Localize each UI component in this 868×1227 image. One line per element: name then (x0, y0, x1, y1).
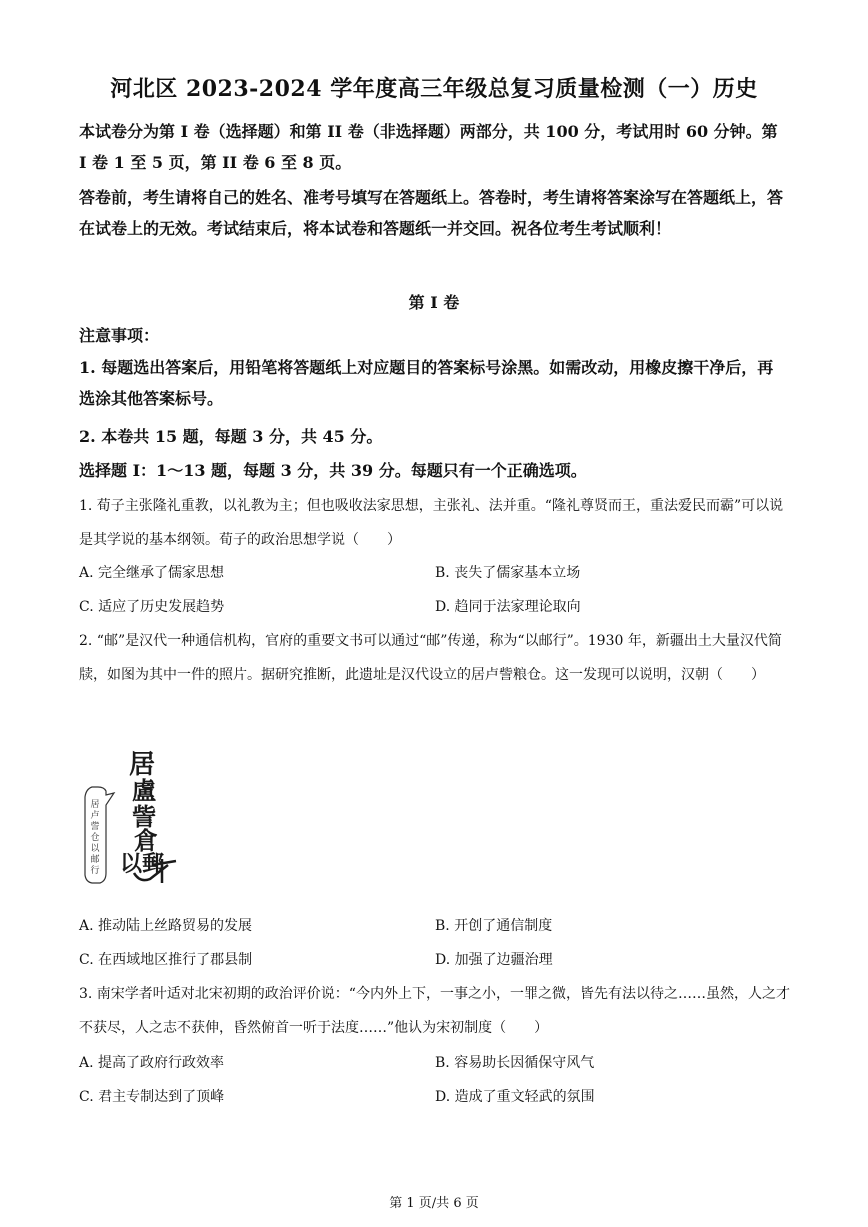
section-heading: 第 I 卷 (408, 293, 460, 312)
question-1-option-c: C. 适应了历史发展趋势 (79, 599, 225, 615)
question-2-option-a: A. 推动陆上丝路贸易的发展 (79, 918, 253, 934)
exam-title: 河北区 2023-2024 学年度高三年级总复习质量检测（一）历史 (110, 76, 758, 102)
svg-text:卢: 卢 (90, 811, 100, 821)
question-2-option-d: D. 加强了边疆治理 (435, 952, 553, 968)
svg-text:訾: 訾 (132, 802, 156, 831)
question-3-option-d: D. 造成了重文轻武的氛围 (435, 1089, 595, 1105)
svg-text:居: 居 (90, 800, 100, 810)
svg-text:行: 行 (90, 866, 100, 876)
choice-section-title: 选择题 I：1～13 题，每题 3 分，共 39 分。每题只有一个正确选项。 (79, 461, 587, 480)
svg-text:訾: 訾 (90, 822, 100, 832)
question-3-option-b: B. 容易助长因循保守风气 (435, 1055, 595, 1071)
question-2-option-c: C. 在西域地区推行了郡县制 (79, 952, 253, 968)
question-3-option-c: C. 君主专制达到了顶峰 (79, 1089, 225, 1105)
notice-item-1: 1. 每题选出答案后，用铅笔将答题纸上对应题目的答案标号涂黑。如需改动，用橡皮擦干净后，再选涂其他答案标号。 (79, 358, 774, 408)
svg-text:以郵: 以郵 (119, 851, 165, 877)
notice-item-2: 2. 本卷共 15 题，每题 3 分，共 45 分。 (79, 427, 383, 446)
bamboo-slip-image (78, 745, 188, 885)
intro-paragraph-2: 答卷前，考生请将自己的姓名、准考号填写在答题纸上。答卷时，考生请将答案涂写在答题纸上，答在试卷上的无效。考试结束后，将本试卷和答题纸一并交回。祝各位考生考试顺利！ (79, 188, 784, 238)
question-1-stem: 1. 荀子主张隆礼重教，以礼教为主；但也吸收法家思想，主张礼、法并重。“隆礼尊贤而王，重法爱民而霸”可以说是其学说的基本纲领。荀子的政治思想学说（ ） (79, 498, 784, 548)
svg-text:倉: 倉 (134, 826, 158, 855)
question-2-stem: 2. “邮”是汉代一种通信机构，官府的重要文书可以通过“邮”传递，称为“以邮行”。1930 年，新疆出土大量汉代简牍，如图为其中一件的照片。据研究推断，此遗址是汉代设立的居卢訾粮仓。这一发现可以说明，汉朝（ ） (79, 633, 782, 683)
question-2-option-b: B. 开创了通信制度 (435, 918, 553, 934)
intro-paragraph-1: 本试卷分为第 I 卷（选择题）和第 II 卷（非选择题）两部分，共 100 分，考试用时 60 分钟。第 I 卷 1 至 5 页，第 II 卷 6 至 8 页。 (79, 122, 778, 172)
svg-text:居: 居 (128, 750, 156, 780)
svg-text:仓: 仓 (90, 833, 100, 843)
question-1-option-d: D. 趋同于法家理论取向 (435, 599, 581, 615)
notice-title: 注意事项： (79, 326, 160, 345)
question-1-option-b: B. 丧失了儒家基本立场 (435, 565, 581, 581)
page-number: 第 1 页/共 6 页 (389, 1196, 479, 1211)
svg-text:盧: 盧 (132, 776, 156, 805)
question-3-stem: 3. 南宋学者叶适对北宋初期的政治评价说：“今内外上下，一事之小，一罪之微，皆先有法以待之……虽然，人之才不获尽，人之志不获伸，昏然俯首一听于法度……”他认为宋初制度（ ） (79, 986, 790, 1036)
question-1-option-a: A. 完全继承了儒家思想 (79, 565, 225, 581)
svg-text:邮: 邮 (90, 855, 100, 865)
question-3-option-a: A. 提高了政府行政效率 (79, 1055, 225, 1071)
svg-text:以: 以 (90, 844, 100, 854)
